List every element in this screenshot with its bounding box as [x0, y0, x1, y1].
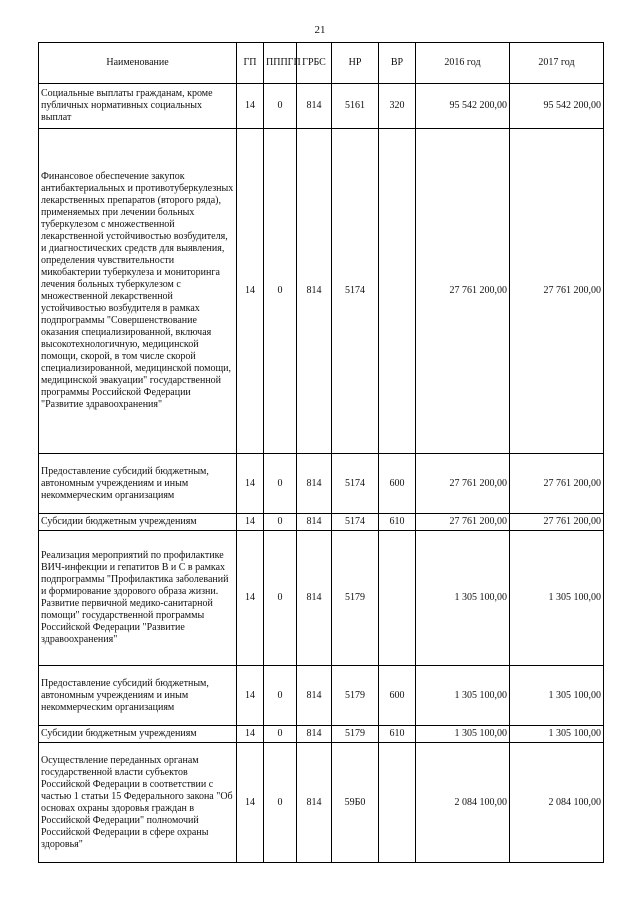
- row-2017: 1 305 100,00: [510, 531, 604, 666]
- row-vr: [379, 531, 416, 666]
- row-pppgp: 0: [264, 531, 297, 666]
- header-name: Наименование: [39, 43, 237, 84]
- budget-table: [38, 42, 604, 863]
- row-name: Осуществление переданных органам государственной власти субъектов Российской Федерации в соответствии с частью 1 статьи 15 Федерального закона "Об основах охраны здоровья граждан в Российской Федерации" полномочий Российской Федерации в сфере охраны здоровья": [39, 743, 237, 863]
- row-vr: 610: [379, 726, 416, 743]
- table-row: [39, 726, 604, 743]
- row-nr: 5161: [332, 84, 379, 129]
- row-2017: 2 084 100,00: [510, 743, 604, 863]
- row-gp: 14: [237, 129, 264, 454]
- table-row: [39, 129, 604, 454]
- row-pppgp: 0: [264, 454, 297, 514]
- row-gp: 14: [237, 743, 264, 863]
- row-name: Предоставление субсидий бюджетным, автономным учреждениям и иным некоммерческим организациям: [39, 454, 237, 514]
- row-gp: 14: [237, 666, 264, 726]
- row-2016: 95 542 200,00: [416, 84, 510, 129]
- row-nr: 5179: [332, 531, 379, 666]
- row-2016: 1 305 100,00: [416, 666, 510, 726]
- row-pppgp: 0: [264, 84, 297, 129]
- row-2017: 95 542 200,00: [510, 84, 604, 129]
- row-gp: 14: [237, 84, 264, 129]
- row-gp: 14: [237, 531, 264, 666]
- header-grbs: ГРБС: [297, 43, 332, 84]
- row-nr: 5179: [332, 726, 379, 743]
- header-row: [39, 43, 604, 84]
- row-grbs: 814: [297, 531, 332, 666]
- row-2016: 1 305 100,00: [416, 531, 510, 666]
- table-row: [39, 743, 604, 863]
- row-vr: 610: [379, 514, 416, 531]
- row-nr: 5174: [332, 129, 379, 454]
- table-row: [39, 454, 604, 514]
- row-2017: 1 305 100,00: [510, 666, 604, 726]
- table-row: [39, 666, 604, 726]
- row-name: Субсидии бюджетным учреждениям: [39, 514, 237, 531]
- row-nr: 59Б0: [332, 743, 379, 863]
- row-2017: 27 761 200,00: [510, 514, 604, 531]
- row-grbs: 814: [297, 84, 332, 129]
- row-vr: [379, 743, 416, 863]
- row-vr: 320: [379, 84, 416, 129]
- row-gp: 14: [237, 726, 264, 743]
- row-vr: 600: [379, 666, 416, 726]
- row-grbs: 814: [297, 726, 332, 743]
- row-grbs: 814: [297, 454, 332, 514]
- row-name: Реализация мероприятий по профилактике ВИЧ-инфекции и гепатитов В и С в рамках подпрограммы "Профилактика заболеваний и формирование здорового образа жизни. Развитие первичной медико-санитарной помощи" государственной программы Российской Федерации "Развитие здравоохранения": [39, 531, 237, 666]
- header-nr: НР: [332, 43, 379, 84]
- table-row: [39, 531, 604, 666]
- row-gp: 14: [237, 514, 264, 531]
- header-gp: ГП: [237, 43, 264, 84]
- row-2016: 1 305 100,00: [416, 726, 510, 743]
- table-row: [39, 514, 604, 531]
- row-2016: 2 084 100,00: [416, 743, 510, 863]
- row-2016: 27 761 200,00: [416, 514, 510, 531]
- row-vr: [379, 129, 416, 454]
- row-pppgp: 0: [264, 743, 297, 863]
- row-name: Предоставление субсидий бюджетным, автономным учреждениям и иным некоммерческим организациям: [39, 666, 237, 726]
- header-pppgp: ПППГП: [264, 43, 297, 84]
- header-2017: 2017 год: [510, 43, 604, 84]
- row-name: Субсидии бюджетным учреждениям: [39, 726, 237, 743]
- page-number: 21: [314, 24, 326, 36]
- row-name: Финансовое обеспечение закупок антибактериальных и противотуберкулезных лекарственных препаратов (второго ряда), применяемых при лечении больных туберкулезом с множественной лекарственной устойчивостью возбудителя, и диагностических средств для выявления, определения чувствительности микобактерии туберкулеза и мониторинга лечения больных туберкулезом с множественной лекарственной устойчивостью возбудителя в рамках подпрограммы "Совершенствование оказания специализированной, включая высокотехнологичную, медицинской помощи, скорой, в том числе скорой специализированной, медицинской помощи, медицинской эвакуации" государственной программы Российской Федерации "Развитие здравоохранения": [39, 129, 237, 454]
- row-gp: 14: [237, 454, 264, 514]
- row-pppgp: 0: [264, 726, 297, 743]
- row-grbs: 814: [297, 129, 332, 454]
- row-pppgp: 0: [264, 514, 297, 531]
- row-2016: 27 761 200,00: [416, 454, 510, 514]
- row-2016: 27 761 200,00: [416, 129, 510, 454]
- row-grbs: 814: [297, 743, 332, 863]
- header-vr: ВР: [379, 43, 416, 84]
- row-2017: 1 305 100,00: [510, 726, 604, 743]
- row-nr: 5179: [332, 666, 379, 726]
- header-2016: 2016 год: [416, 43, 510, 84]
- row-nr: 5174: [332, 454, 379, 514]
- row-grbs: 814: [297, 514, 332, 531]
- row-2017: 27 761 200,00: [510, 129, 604, 454]
- row-pppgp: 0: [264, 666, 297, 726]
- row-vr: 600: [379, 454, 416, 514]
- row-2017: 27 761 200,00: [510, 454, 604, 514]
- row-grbs: 814: [297, 666, 332, 726]
- row-pppgp: 0: [264, 129, 297, 454]
- row-nr: 5174: [332, 514, 379, 531]
- row-name: Социальные выплаты гражданам, кроме публичных нормативных социальных выплат: [39, 84, 237, 129]
- table-row: [39, 84, 604, 129]
